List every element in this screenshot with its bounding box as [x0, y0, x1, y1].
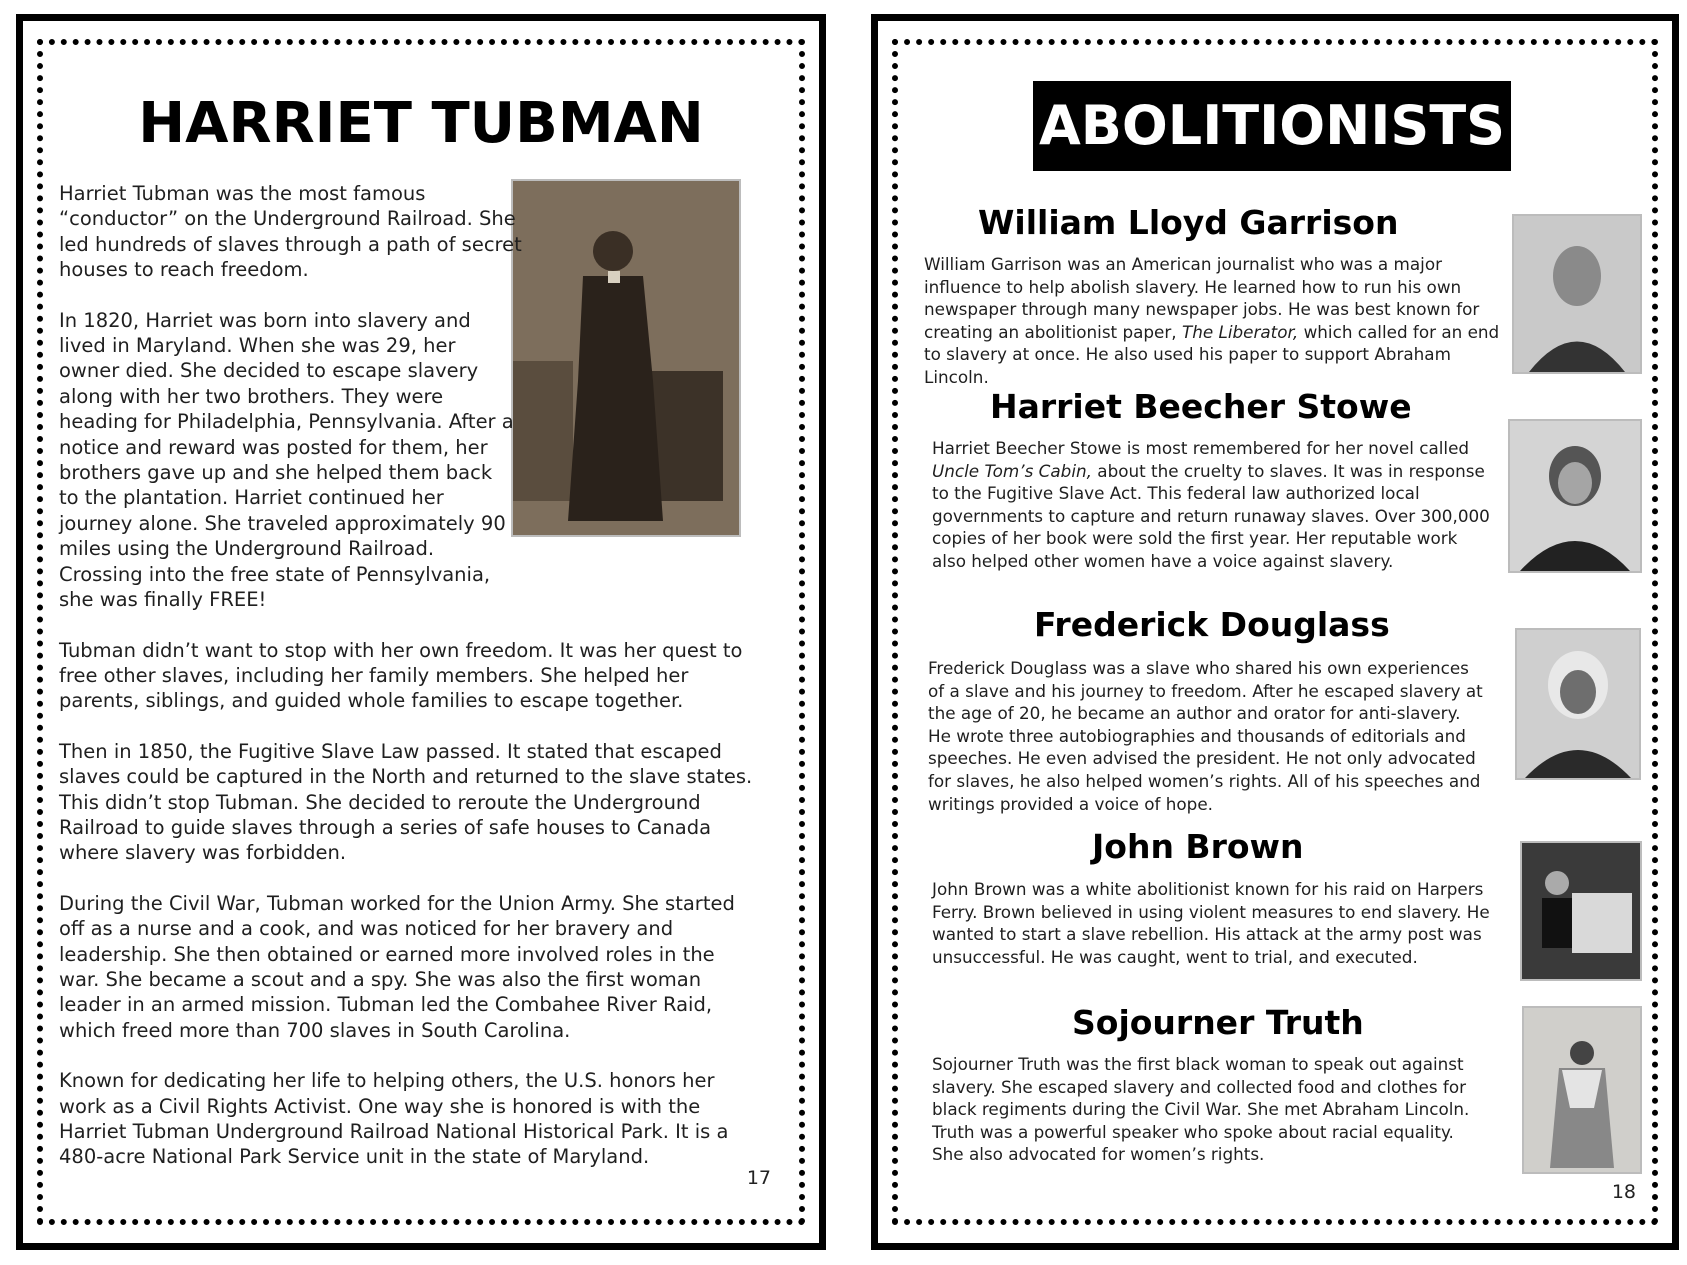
book-title: The Liberator, [1181, 321, 1299, 342]
portrait-photo-icon [1517, 630, 1639, 778]
paragraph: In 1820, Harriet was born into slavery and lived in Maryland. When she was 29, her owner died. She decided to escape slavery along with her two brothers. They were heading for Philadelphia, Pennsylvania. After a notice and reward was posted for them, her brothers gave up and she helped them back to the plantation. Harriet continued her journey alone. She traveled approximately 90 miles using the Underground Railroad. Crossing into the free state of Pennsylvania, she was finally FREE! [59, 308, 514, 612]
section-text-stowe [932, 437, 1492, 573]
section-text-brown: John Brown was a white abolitionist known for his raid on Harpers Ferry. Brown believed in using violent measures to end slavery. He wanted to start a slave rebellion. His attack at the army post was unsuccessful. He was caught, went to trial, and executed. [932, 879, 1490, 967]
section-text-truth: Sojourner Truth was the first black woman to speak out against slavery. She escaped slavery and collected food and clothes for black regiments during the Civil War. She met Abraham Lincoln. Truth was a powerful speaker who spoke about racial equality. She also advocated for women’s rights. [932, 1054, 1470, 1165]
section-title-brown: John Brown [1092, 827, 1304, 866]
text: about the cruelty to slaves. It was in response to the Fugitive Slave Act. This federal law authorized local governments to capture and return runaway slaves. Over 300,000 copies of her book were sold the first year. Her reputable work also helped other women have a voice against slavery. [932, 460, 1490, 571]
section-title-truth: Sojourner Truth [1072, 1003, 1364, 1042]
page-title: HARRIET TUBMAN [138, 91, 704, 156]
biography-text [59, 181, 819, 1195]
section-title-stowe: Harriet Beecher Stowe [990, 387, 1412, 426]
paragraph: During the Civil War, Tubman worked for the Union Army. She started off as a nurse and a cook, and was noticed for her bravery and leadership. She then obtained or earned more involved roles in the war. She became a scout and a spy. She was also the first woman leader in an armed mission. Tubman led the Combahee River Raid, which freed more than 700 slaves in South Carolina. [59, 891, 735, 1042]
page-left [16, 14, 826, 1250]
douglass-photo [1515, 628, 1641, 780]
section-title-douglass: Frederick Douglass [1034, 605, 1390, 644]
abolitionists-banner: ABOLITIONISTS [1033, 81, 1511, 171]
portrait-photo-icon [1514, 216, 1640, 372]
section-text-douglass: Frederick Douglass was a slave who shared his own experiences of a slave and his journey to freedom. After he escaped slavery at the age of 20, he became an author and orator for anti-slavery. He wrote three autobiographies and thousands of editorials and speeches. He even advised the president. He not only advocated for slaves, he also helped women’s rights. All of his speeches and writings provided a voice of hope. [928, 658, 1483, 814]
paragraph: Then in 1850, the Fugitive Slave Law passed. It stated that escaped slaves could be captured in the North and returned to the slave states. This didn’t stop Tubman. She decided to reroute the Underground Railroad to guide slaves through a series of safe houses to Canada where slavery was forbidden. [59, 739, 753, 865]
brown-photo [1520, 841, 1642, 981]
truth-photo [1522, 1006, 1642, 1174]
paragraph: Harriet Tubman was the most famous “conductor” on the Underground Railroad. She led hundreds of slaves through a path of secret houses to reach freedom. [59, 182, 522, 282]
section-title-garrison: William Lloyd Garrison [978, 203, 1399, 242]
text: Harriet Beecher Stowe is most remembered for her novel called [932, 438, 1470, 458]
page-right [871, 14, 1679, 1250]
page-number: 18 [1611, 1181, 1636, 1203]
page-number: 17 [746, 1167, 771, 1189]
portrait-photo-icon [1524, 1008, 1640, 1172]
section-text-garrison [924, 253, 1504, 389]
book-title: Uncle Tom’s Cabin, [932, 460, 1092, 481]
portrait-photo-icon [1522, 843, 1640, 979]
text: William Garrison was an American journalist who was a major influence to help abolish slavery. He learned how to run his own newspaper through many newspaper jobs. He was best known for creating an abolitionist paper, [924, 254, 1480, 342]
stowe-photo [1508, 419, 1642, 573]
text: which called for an end to slavery at once. He also used his paper to support Abraham Lincoln. [924, 321, 1500, 387]
portrait-photo-icon [1510, 421, 1640, 571]
paragraph: Tubman didn’t want to stop with her own freedom. It was her quest to free other slaves, including her family members. She helped her parents, siblings, and guided whole families to escape together. [59, 638, 743, 713]
garrison-photo [1512, 214, 1642, 374]
paragraph: Known for dedicating her life to helping others, the U.S. honors her work as a Civil Rights Activist. One way she is honored is with the Harriet Tubman Underground Railroad National Historical Park. It is a 480-acre National Park Service unit in the state of Maryland. [59, 1069, 729, 1169]
